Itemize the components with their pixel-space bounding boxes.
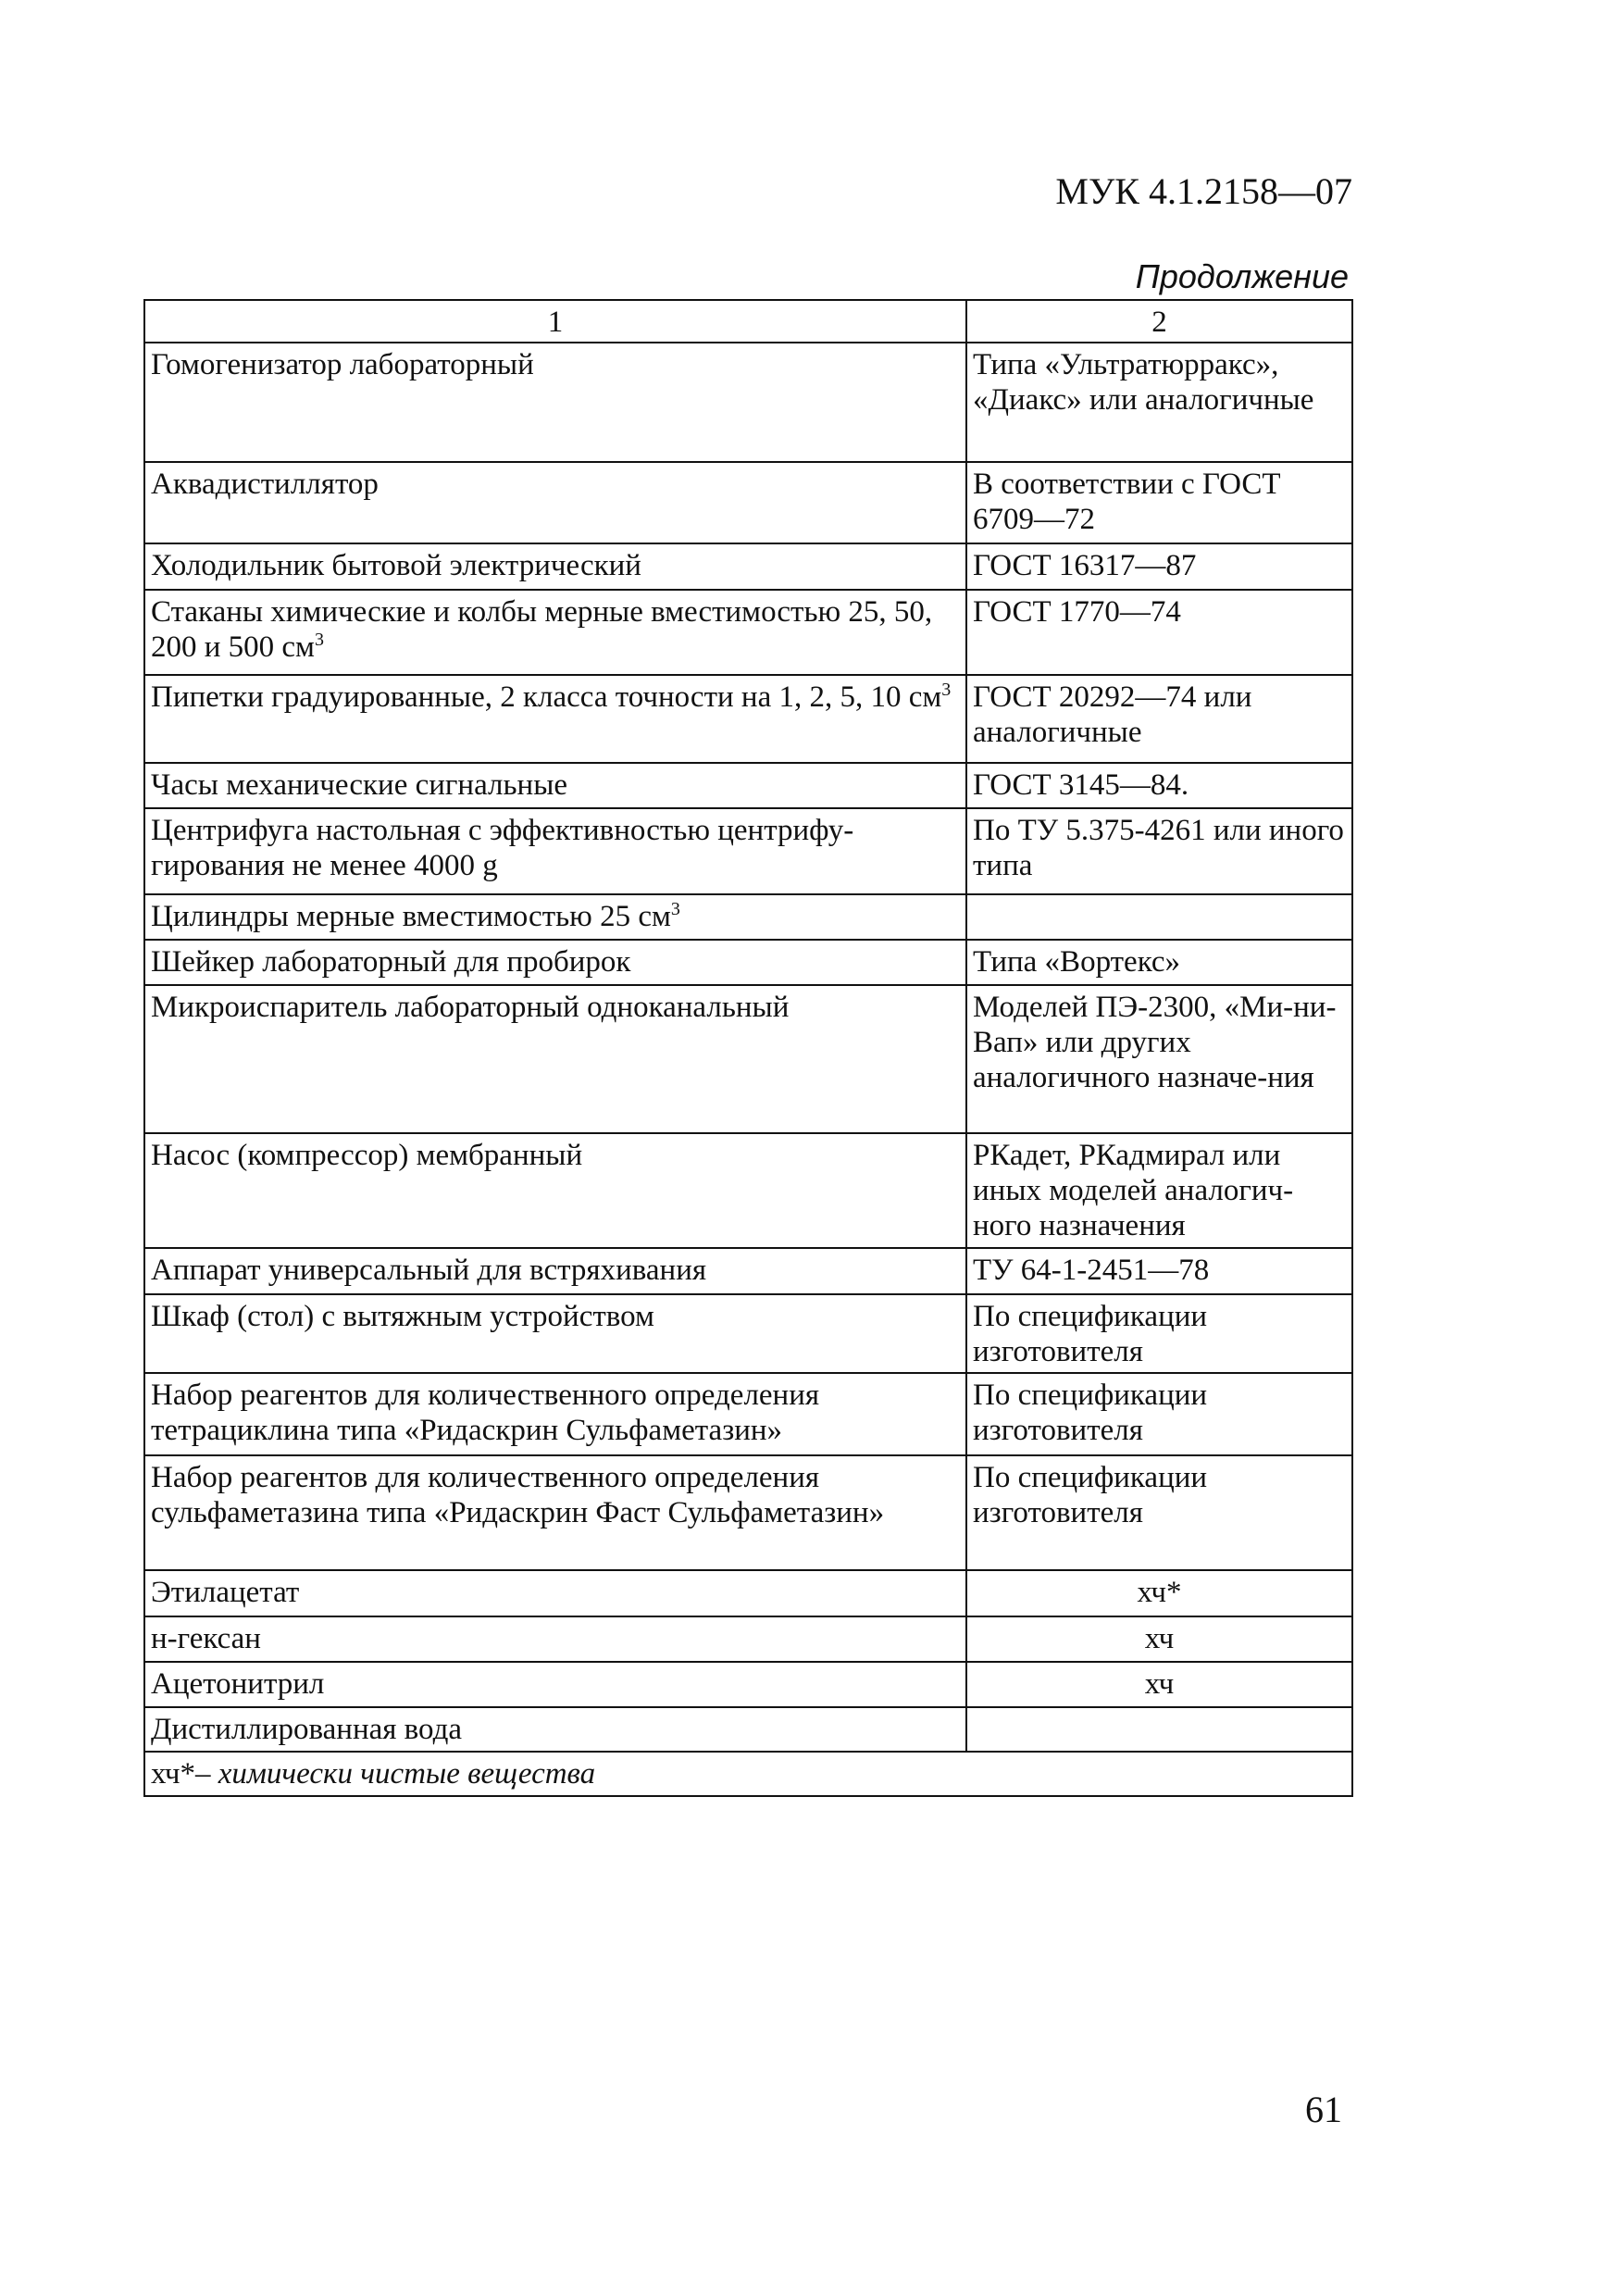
item-spec: ГОСТ 3145—84.: [966, 763, 1352, 808]
table-row: [144, 1294, 1352, 1373]
footnote: [144, 1752, 1352, 1796]
footnote-mark: хч*: [151, 1757, 195, 1791]
item-name-text: Пипетки градуированные, 2 класса точности на 1, 2, 5, 10 см: [151, 680, 942, 714]
item-name: [144, 894, 966, 940]
item-spec: ГОСТ 1770—74: [966, 590, 1352, 675]
table-row: [144, 763, 1352, 808]
item-spec: По спецификации изготовителя: [966, 1373, 1352, 1455]
item-spec: В соответствии с ГОСТ 6709—72: [966, 462, 1352, 543]
item-name: Микроиспаритель лабораторный одноканальный: [144, 985, 966, 1133]
item-name-text: Цилиндры мерные вместимостью 25 см: [151, 900, 671, 933]
equipment-table: [143, 299, 1353, 1797]
item-spec: ТУ 64-1-2451—78: [966, 1248, 1352, 1294]
table-row: [144, 985, 1352, 1133]
item-name: Холодильник бытовой электрический: [144, 543, 966, 590]
item-spec: РКадет, РКадмирал или иных моделей аналогич-ного назначения: [966, 1133, 1352, 1248]
superscript: 3: [670, 899, 680, 919]
item-spec: По спецификации изготовителя: [966, 1294, 1352, 1373]
superscript: 3: [314, 630, 324, 650]
table-row: [144, 1616, 1352, 1662]
item-spec: Типа «Ультратюрракс», «Диакс» или аналогичные: [966, 343, 1352, 462]
item-spec: Типа «Вортекс»: [966, 940, 1352, 985]
item-name: Часы механические сигнальные: [144, 763, 966, 808]
item-name: Дистиллированная вода: [144, 1707, 966, 1752]
item-spec: [966, 894, 1352, 940]
item-name: Аквадистиллятор: [144, 462, 966, 543]
table-row: [144, 343, 1352, 462]
item-name: Шкаф (стол) с вытяжным устройством: [144, 1294, 966, 1373]
item-name: [144, 590, 966, 675]
table-row: [144, 1373, 1352, 1455]
item-name: Этилацетат: [144, 1570, 966, 1616]
item-name-text: Стаканы химические и колбы мерные вместимостью 25, 50, 200 и 500 см: [151, 595, 933, 664]
item-name: Аппарат универсальный для встряхивания: [144, 1248, 966, 1294]
item-name: Шейкер лабораторный для пробирок: [144, 940, 966, 985]
item-name: Насос (компрессор) мембранный: [144, 1133, 966, 1248]
item-spec: ГОСТ 20292—74 или аналогичные: [966, 675, 1352, 763]
item-name: Центрифуга настольная с эффективностью центрифу-гирования не менее 4000 g: [144, 808, 966, 894]
item-spec: хч*: [966, 1570, 1352, 1616]
table-row: [144, 590, 1352, 675]
table-row: [144, 1455, 1352, 1570]
item-spec: хч: [966, 1616, 1352, 1662]
item-name: Набор реагентов для количественного определения сульфаметазина типа «Ридаскрин Фаст Сульфаметазин»: [144, 1455, 966, 1570]
item-name: Гомогенизатор лабораторный: [144, 343, 966, 462]
item-name: [144, 675, 966, 763]
column-header-2: 2: [966, 300, 1352, 343]
table-header-row: [144, 300, 1352, 343]
item-spec: ГОСТ 16317—87: [966, 543, 1352, 590]
item-name: Набор реагентов для количественного определения тетрациклина типа «Ридаскрин Сульфаметазин»: [144, 1373, 966, 1455]
table-row: [144, 1707, 1352, 1752]
table-row: [144, 940, 1352, 985]
table-row: [144, 543, 1352, 590]
table-row: [144, 462, 1352, 543]
page-number: 61: [1305, 2089, 1342, 2130]
table-row: [144, 1570, 1352, 1616]
table-row: [144, 675, 1352, 763]
column-header-1: 1: [144, 300, 966, 343]
superscript: 3: [941, 680, 952, 700]
table-row: [144, 1248, 1352, 1294]
table-row: [144, 1133, 1352, 1248]
item-name: Ацетонитрил: [144, 1662, 966, 1707]
item-spec: хч: [966, 1662, 1352, 1707]
continuation-label: Продолжение: [1135, 257, 1349, 295]
footnote-row: [144, 1752, 1352, 1796]
table-row: [144, 1662, 1352, 1707]
item-spec: [966, 1707, 1352, 1752]
item-spec: По ТУ 5.375-4261 или иного типа: [966, 808, 1352, 894]
table-row: [144, 808, 1352, 894]
item-name: н-гексан: [144, 1616, 966, 1662]
document-code: МУК 4.1.2158—07: [1055, 170, 1352, 212]
item-spec: Моделей ПЭ-2300, «Ми-ни-Вап» или других аналогичного назначе-ния: [966, 985, 1352, 1133]
footnote-text: – химически чистые вещества: [194, 1757, 596, 1791]
table-row: [144, 894, 1352, 940]
item-spec: По спецификации изготовителя: [966, 1455, 1352, 1570]
